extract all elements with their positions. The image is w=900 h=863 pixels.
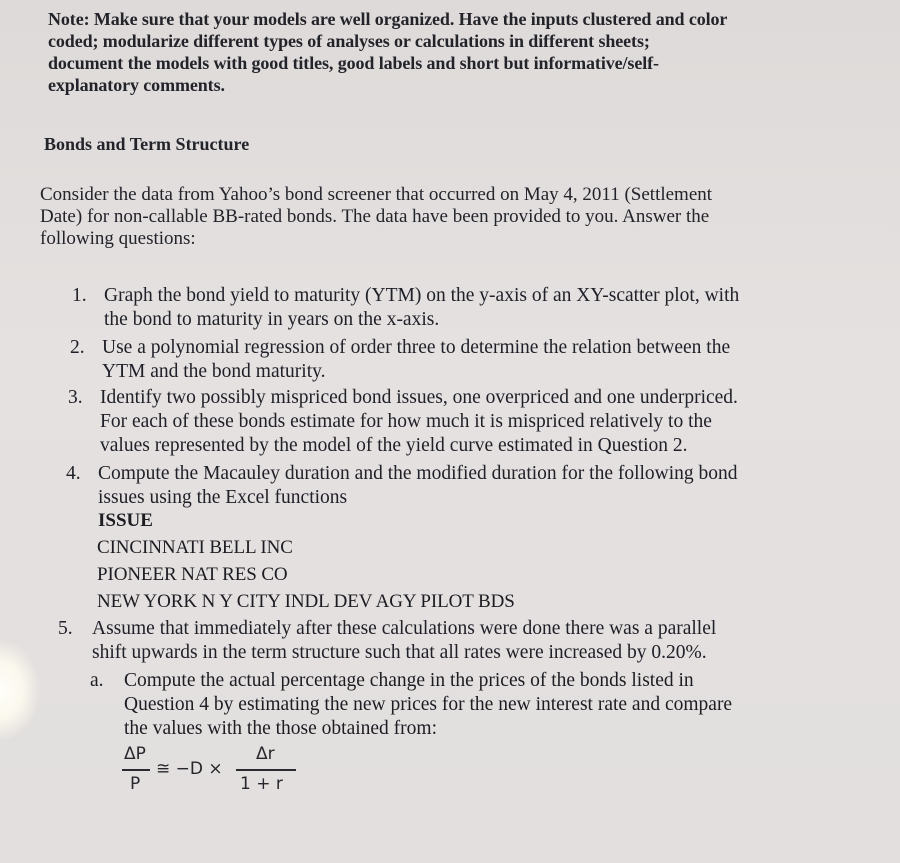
issue-row: NEW YORK N Y CITY INDL DEV AGY PILOT BDS (97, 591, 515, 612)
question-text (98, 462, 858, 510)
issue-row: CINCINNATI BELL INC (97, 537, 293, 558)
formula-lhs-numerator: ΔP (124, 744, 146, 764)
question-text (102, 336, 862, 384)
note-line: Note: Make sure that your models are well organized. Have the inputs clustered and color (48, 9, 728, 29)
duration-formula (118, 742, 318, 802)
subquestion-number: a. (90, 670, 104, 691)
question-line: issues using the Excel functions (98, 487, 348, 508)
question-line: Use a polynomial regression of order three to determine the relation between the (102, 337, 731, 358)
intro-line: following questions: (40, 228, 196, 249)
note-paragraph (48, 8, 848, 96)
issue-row: PIONEER NAT RES CO (97, 564, 288, 585)
formula-operator: ≅ −D × (156, 759, 223, 779)
subquestion-line: the values with the those obtained from: (124, 718, 438, 739)
question-number: 5. (58, 618, 73, 639)
question-line: For each of these bonds estimate for how much it is mispriced relatively to the (100, 411, 712, 432)
note-line: coded; modularize different types of analyses or calculations in different sheets; (48, 31, 650, 51)
question-line: values represented by the model of the yield curve estimated in Question 2. (100, 435, 688, 456)
question-line: Graph the bond yield to maturity (YTM) on the y-axis of an XY-scatter plot, with (104, 285, 740, 306)
light-glare (0, 640, 40, 740)
subquestion-line: Question 4 by estimating the new prices for the new interest rate and compare (124, 694, 733, 715)
question-number: 3. (68, 387, 83, 408)
formula-lhs-denominator: P (130, 774, 141, 794)
fraction-bar (122, 769, 150, 771)
question-number: 1. (72, 285, 87, 306)
formula-rhs-denominator: 1 + r (240, 774, 283, 794)
question-line: Assume that immediately after these calculations were done there was a parallel (92, 618, 717, 639)
question-text (100, 386, 860, 458)
intro-line: Date) for non-callable BB-rated bonds. The data have been provided to you. Answer the (40, 206, 710, 227)
subquestion-line: Compute the actual percentage change in the prices of the bonds listed in (124, 670, 694, 691)
fraction-bar (236, 769, 296, 771)
formula-rhs-numerator: Δr (256, 744, 275, 764)
question-number: 4. (66, 463, 81, 484)
question-line: the bond to maturity in years on the x-axis. (104, 309, 440, 330)
subquestion-text (124, 669, 844, 741)
question-line: shift upwards in the term structure such that all rates were increased by 0.20%. (92, 642, 707, 663)
question-text (92, 617, 852, 665)
section-heading: Bonds and Term Structure (44, 134, 250, 154)
question-line: Compute the Macauley duration and the modified duration for the following bond (98, 463, 738, 484)
intro-line: Consider the data from Yahoo’s bond screener that occurred on May 4, 2011 (Settlement (40, 184, 713, 205)
intro-paragraph (40, 184, 840, 250)
question-number: 2. (70, 337, 85, 358)
question-line: YTM and the bond maturity. (102, 361, 326, 382)
question-line: Identify two possibly mispriced bond issues, one overpriced and one underpriced. (100, 387, 738, 408)
note-line: document the models with good titles, good labels and short but informative/self- (48, 53, 659, 73)
question-text (104, 284, 864, 332)
issues-header: ISSUE (98, 510, 153, 531)
note-line: explanatory comments. (48, 75, 225, 95)
